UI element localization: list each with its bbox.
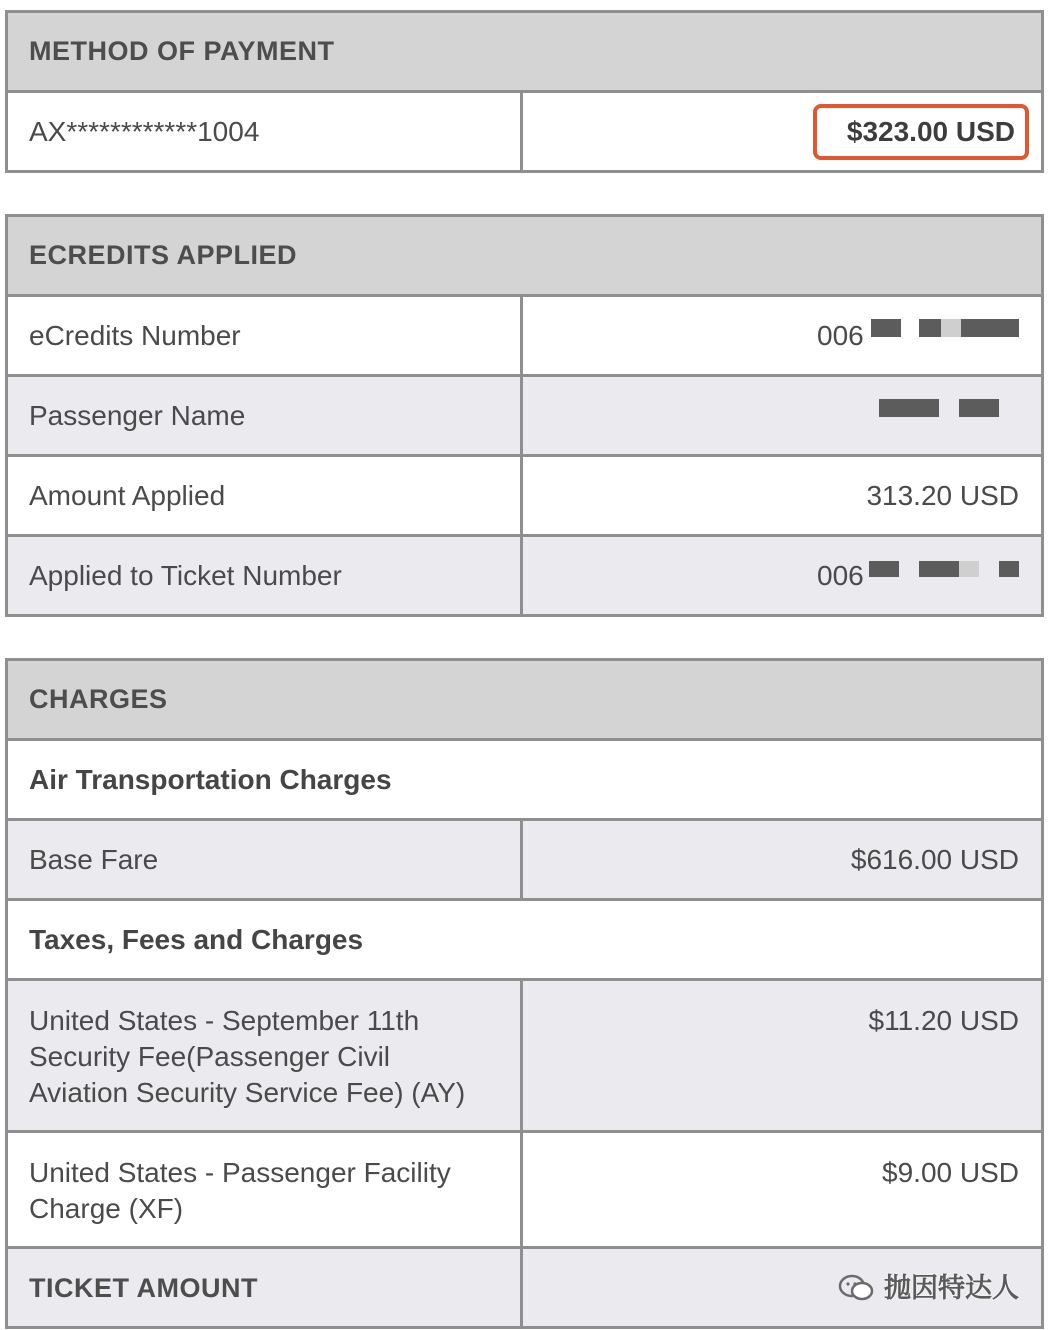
passenger-name-row (8, 377, 1041, 457)
ecredits-number-row (8, 297, 1041, 377)
applied-ticket-row (8, 537, 1041, 617)
taxes-heading (8, 901, 1041, 981)
redaction-block (941, 319, 961, 337)
ticket-amount-label: TICKET AMOUNT (8, 1249, 523, 1326)
tax-value: $11.20 USD (868, 1005, 1019, 1036)
redaction-block (959, 561, 979, 577)
row-label: Passenger Name (8, 377, 523, 454)
section-header (8, 217, 1041, 297)
redaction-block (959, 399, 999, 417)
row-label: Base Fare (8, 821, 523, 898)
ticket-amount-row (8, 1249, 1041, 1329)
air-transportation-heading (8, 741, 1041, 821)
tax-row (8, 1133, 1041, 1249)
amount-applied-row (8, 457, 1041, 537)
ecredits-number-value: 006 (817, 319, 864, 351)
base-fare-value: $616.00 USD (850, 843, 1019, 875)
section-header-label: METHOD OF PAYMENT (29, 36, 335, 66)
redaction-block (871, 319, 901, 337)
payment-amount: $323.00 USD (813, 104, 1029, 160)
amount-applied-value: 313.20 USD (866, 479, 1019, 511)
payment-row (8, 93, 1041, 173)
ecredits-section (5, 214, 1044, 617)
row-label: Amount Applied (8, 457, 523, 534)
method-of-payment-section (5, 10, 1044, 173)
section-header-label: CHARGES (29, 684, 168, 714)
section-header (8, 661, 1041, 741)
watermark-text: 抛因特达人 (884, 1272, 1019, 1303)
charges-section (5, 658, 1044, 1329)
redaction-block (999, 561, 1019, 577)
section-header (8, 13, 1041, 93)
row-label: United States - September 11th Security Fee(Passenger Civil Aviation Security Service Fee) (AY) (8, 981, 523, 1130)
row-label: Applied to Ticket Number (8, 537, 523, 614)
subheading-label: Taxes, Fees and Charges (29, 923, 364, 955)
applied-ticket-value: 006 (817, 559, 864, 591)
row-label: eCredits Number (8, 297, 523, 374)
redaction-block (919, 561, 959, 577)
base-fare-row (8, 821, 1041, 901)
row-label: United States - Passenger Facility Charge (XF) (8, 1133, 523, 1246)
section-header-label: ECREDITS APPLIED (29, 240, 298, 270)
tax-row (8, 981, 1041, 1133)
chat-bubble-icon (838, 1273, 874, 1303)
card-number: AX************1004 (8, 93, 523, 170)
redaction-block (919, 319, 1019, 337)
tax-value: $9.00 USD (882, 1157, 1019, 1188)
watermark (838, 1270, 1019, 1306)
subheading-label: Air Transportation Charges (29, 763, 392, 795)
redaction-block (879, 399, 939, 417)
redaction-block (869, 561, 899, 577)
